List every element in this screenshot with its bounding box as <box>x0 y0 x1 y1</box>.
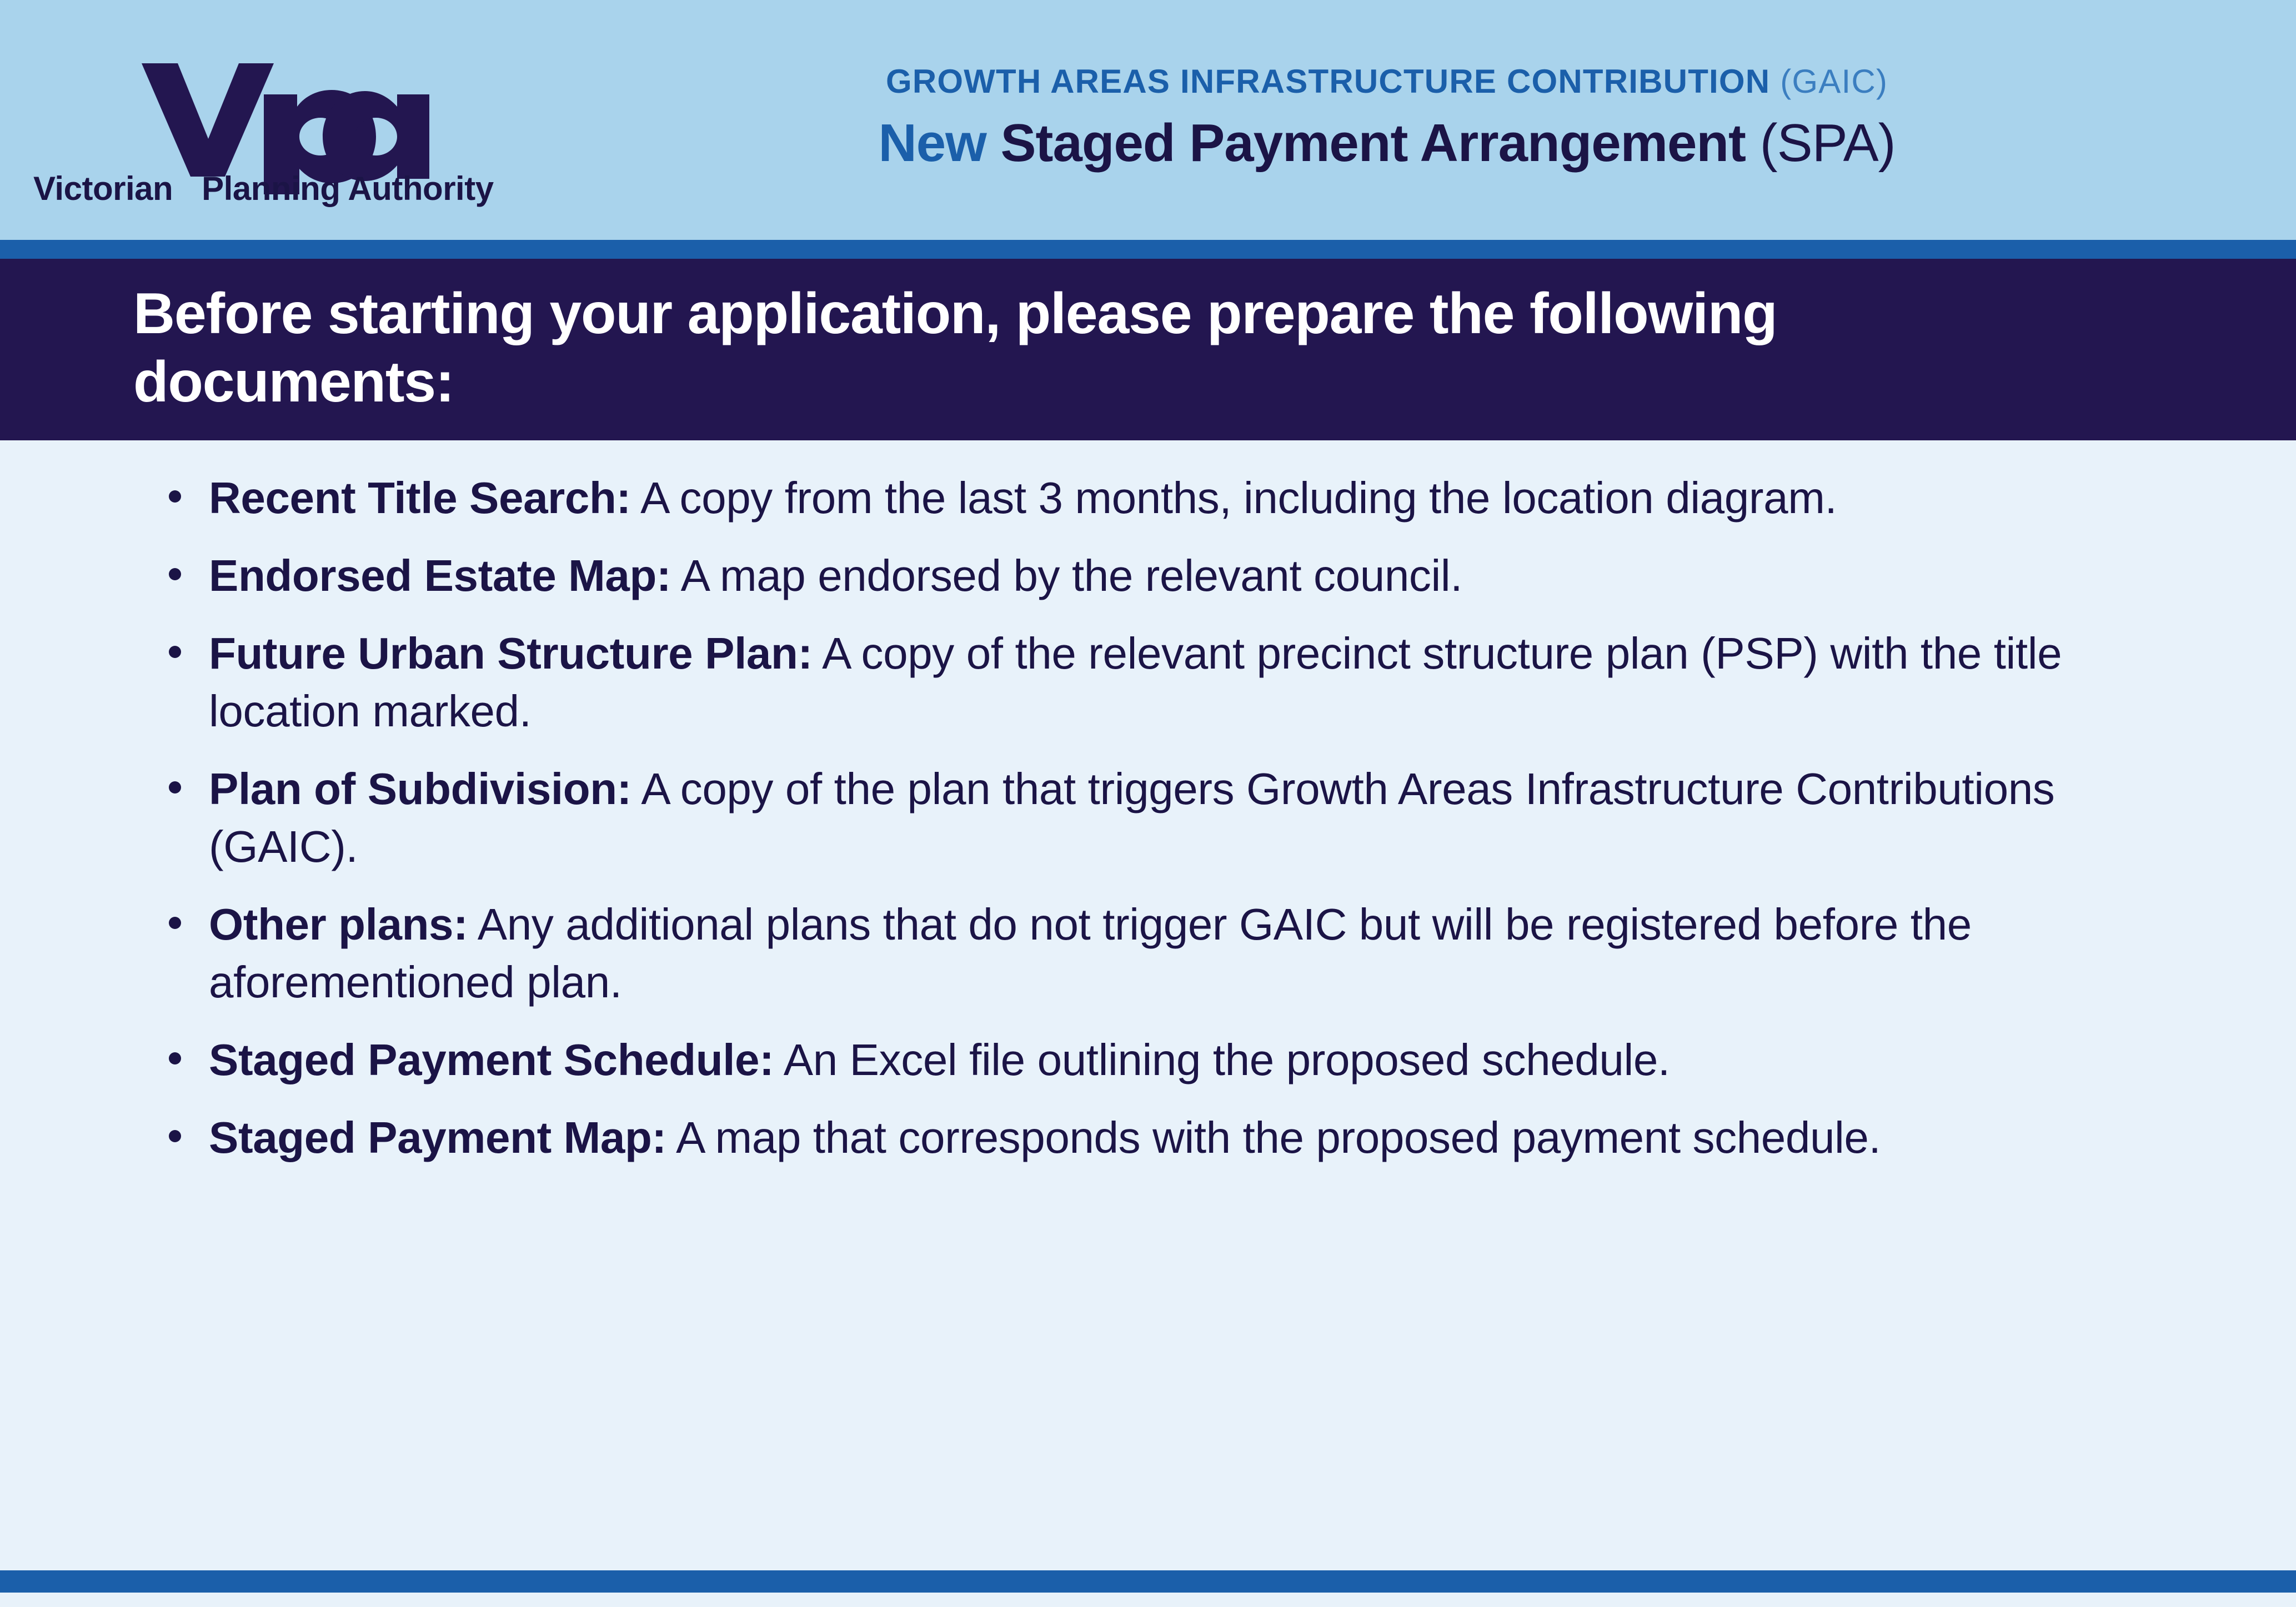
list-item-label: Staged Payment Schedule: <box>209 1035 774 1085</box>
banner-heading: Before starting your application, please prepare the following documents: <box>133 282 1777 414</box>
list-item-label: Endorsed Estate Map: <box>209 551 671 601</box>
header-title-main: Staged Payment Arrangement <box>1000 113 1746 173</box>
list-item-text: Any additional plans that do not trigger GAIC but will be registered before the aforementioned plan. <box>209 900 1972 1007</box>
vpa-wordmark-line2: Planning Authority <box>202 170 494 207</box>
list-item-label: Recent Title Search: <box>209 473 631 523</box>
list-item <box>161 469 2207 527</box>
bullet-icon <box>169 568 181 580</box>
header-titles <box>544 63 2296 172</box>
footer-strip <box>0 1593 2296 1607</box>
content-area <box>0 440 2296 1570</box>
list-item-text: A map that corresponds with the proposed payment schedule. <box>676 1113 1881 1163</box>
header-eyebrow-strong: GROWTH AREAS INFRASTRUCTURE CONTRIBUTION <box>885 62 1771 100</box>
list-item-text: A copy of the plan that triggers Growth Areas Infrastructure Contributions (GAIC). <box>209 764 2055 872</box>
list-item <box>161 1109 2207 1167</box>
list-item-label: Staged Payment Map: <box>209 1113 666 1163</box>
list-item <box>161 896 2207 1011</box>
header-title-prefix: New <box>878 113 986 173</box>
list-item-text: An Excel file outlining the proposed schedule. <box>783 1035 1670 1085</box>
list-item <box>161 547 2207 605</box>
header-bar <box>0 0 2296 240</box>
list-item-text: A map endorsed by the relevant council. <box>680 551 1463 601</box>
vpa-wordmark <box>33 169 494 208</box>
bullet-icon <box>169 1052 181 1064</box>
vpa-wordmark-line1: Victorian <box>33 170 173 207</box>
list-item-label: Plan of Subdivision: <box>209 764 631 814</box>
banner <box>0 259 2296 440</box>
bullet-icon <box>169 917 181 929</box>
document-checklist <box>161 469 2207 1167</box>
bullet-icon <box>169 781 181 794</box>
bullet-icon <box>169 1130 181 1142</box>
footer-divider <box>0 1570 2296 1593</box>
header-main-title <box>544 115 2229 172</box>
list-item-label: Other plans: <box>209 900 468 950</box>
list-item-label: Future Urban Structure Plan: <box>209 629 813 679</box>
bullet-icon <box>169 490 181 503</box>
list-item <box>161 1031 2207 1089</box>
header-eyebrow <box>544 63 2229 100</box>
header-divider <box>0 240 2296 259</box>
header-title-suffix: (SPA) <box>1759 113 1896 173</box>
vpa-logo <box>0 0 544 240</box>
bullet-icon <box>169 646 181 658</box>
list-item <box>161 760 2207 876</box>
list-item-text: A copy from the last 3 months, including the location diagram. <box>640 473 1837 523</box>
list-item <box>161 625 2207 740</box>
header-eyebrow-light: (GAIC) <box>1780 62 1888 100</box>
list-item-text: A copy of the relevant precinct structure plan (PSP) with the title location marked. <box>209 629 2062 736</box>
